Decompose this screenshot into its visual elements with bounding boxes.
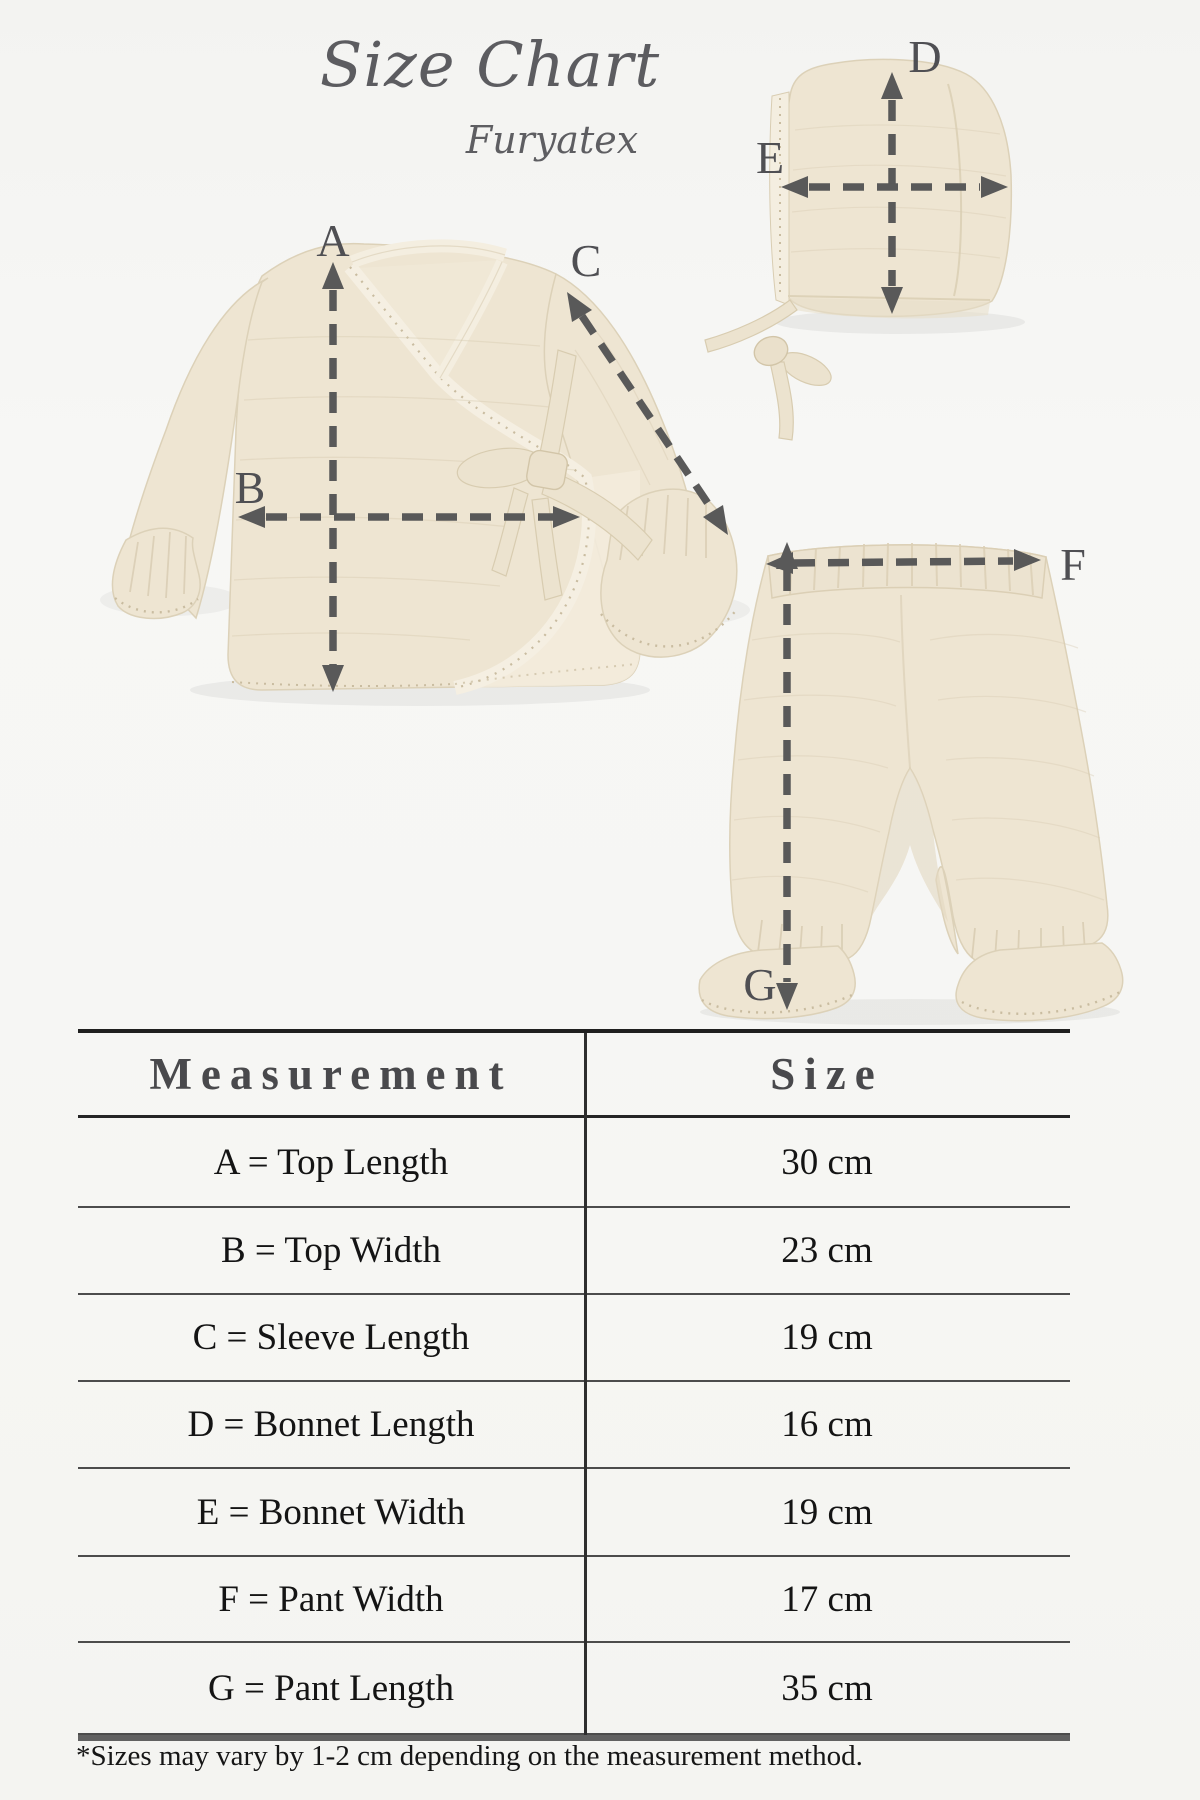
size-cell: 30 cm (781, 1141, 873, 1183)
column-header-measurement: Measurement (149, 1049, 513, 1099)
table-header-row (78, 1033, 1070, 1118)
column-header-size: Size (770, 1049, 884, 1099)
brand-name: Furyatex (465, 118, 639, 162)
size-cell: 19 cm (781, 1491, 873, 1533)
table-row (78, 1295, 1070, 1382)
measure-label-d: D (908, 31, 942, 82)
measure-label-b: B (234, 462, 266, 513)
size-cell: 16 cm (781, 1404, 873, 1445)
measure-label-e: E (755, 132, 785, 183)
measurement-cell: B = Top Width (221, 1230, 441, 1271)
measurement-cell: C = Sleeve Length (192, 1317, 470, 1358)
bonnet-illustration (705, 59, 1025, 440)
size-cell: 35 cm (781, 1667, 873, 1709)
table-row (78, 1118, 1070, 1208)
page-title: Size Chart (319, 28, 661, 101)
measurement-cell: E = Bonnet Width (196, 1491, 466, 1533)
wrap-top-illustration (100, 244, 750, 706)
table-row (78, 1208, 1070, 1295)
table-row (78, 1643, 1070, 1735)
measure-label-f: F (1060, 539, 1086, 590)
table-row (78, 1557, 1070, 1643)
measurement-cell: F = Pant Width (218, 1578, 444, 1620)
table-row (78, 1382, 1070, 1469)
measurement-cell: G = Pant Length (208, 1667, 454, 1709)
footnote: *Sizes may vary by 1-2 cm depending on the measurement method. (76, 1740, 863, 1772)
size-table (78, 1029, 1070, 1741)
size-cell: 19 cm (781, 1317, 873, 1358)
table-column-divider (584, 1033, 587, 1735)
size-cell: 23 cm (781, 1230, 873, 1271)
measure-label-g: G (743, 959, 777, 1010)
pants-illustration (699, 543, 1123, 1025)
size-cell: 17 cm (781, 1578, 873, 1620)
measurement-cell: D = Bonnet Length (187, 1404, 475, 1445)
table-row (78, 1469, 1070, 1557)
measurement-cell: A = Top Length (213, 1141, 449, 1183)
measure-label-a: A (316, 215, 350, 266)
measure-label-c: C (570, 235, 602, 286)
